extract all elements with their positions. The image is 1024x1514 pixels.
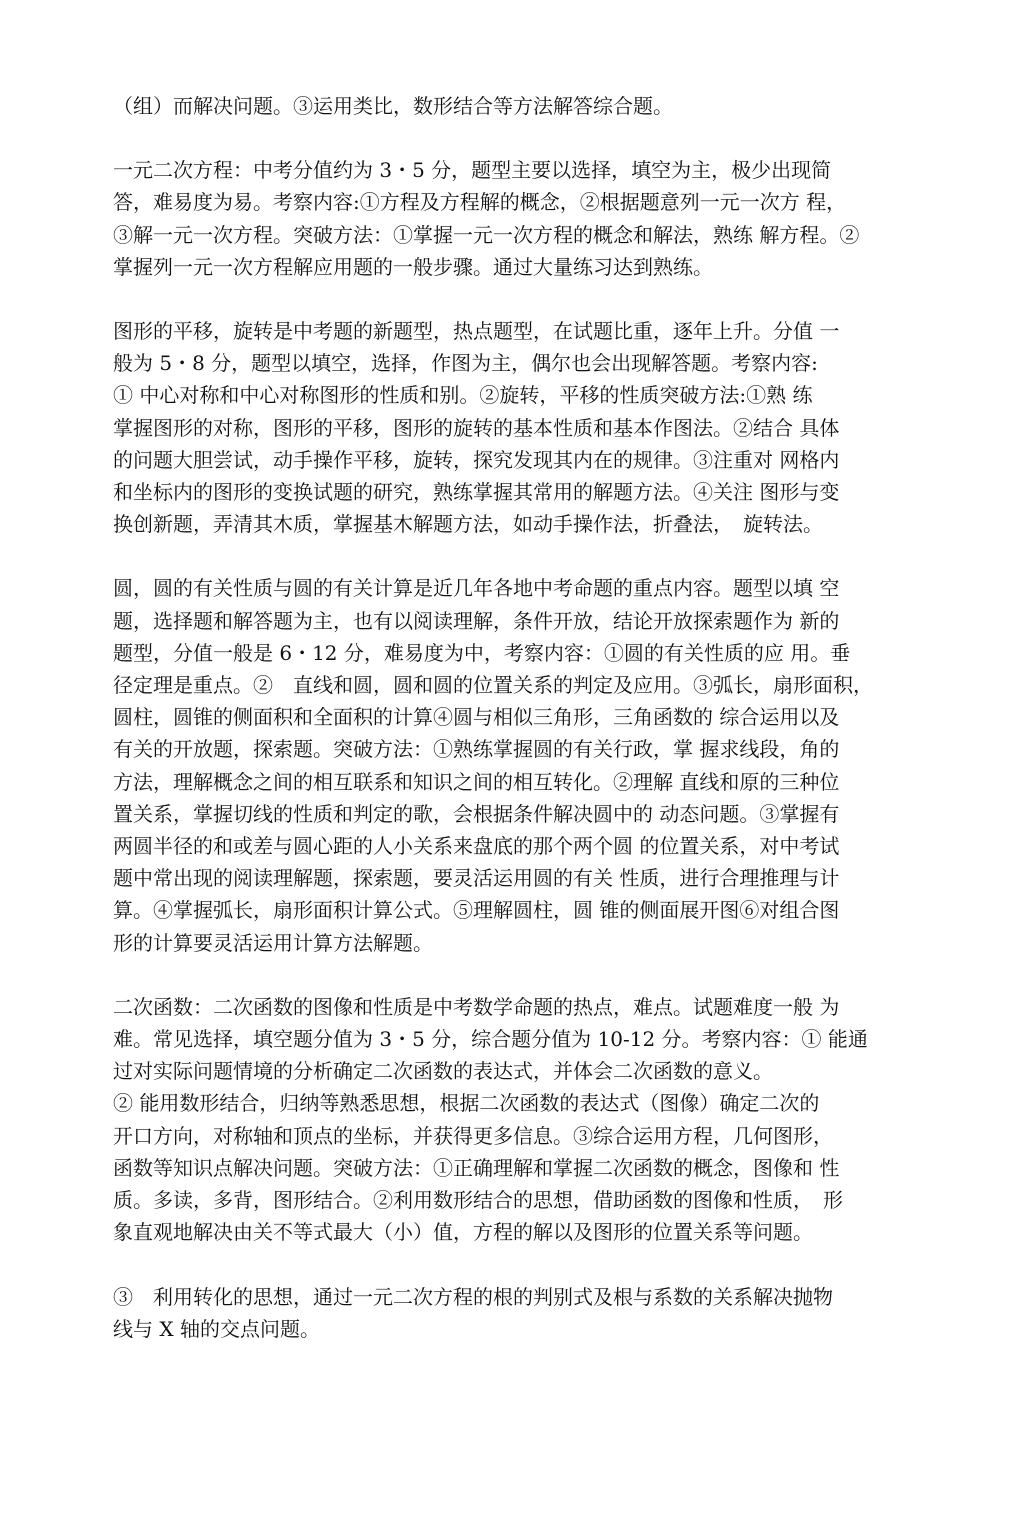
text-line: 有关的开放题，探索题。突破方法：①熟练掌握圆的有关行政，掌 握求线段，角的 [113, 737, 840, 762]
text-line: 题型，分值一般是 6・12 分，难易度为中，考察内容：①圆的有关性质的应 用。垂 [113, 640, 851, 665]
text-line: 换创新题，弄清其木质，掌握基木解题方法，如动手操作法，折叠法， 旋转法。 [113, 512, 823, 537]
text-line: 般为 5・8 分，题型以填空，选择，作图为主，偶尔也会出现解答题。考察内容: [113, 351, 818, 376]
paragraph-circle [113, 572, 913, 958]
text-line: ③ 利用转化的思想，通过一元二次方程的根的判别式及根与系数的关系解决抛物 [113, 1284, 833, 1309]
text-line: 答，难易度为易。考察内容:①方程及方程解的概念，②根据题意列一元一次方 程， [113, 190, 847, 215]
text-line: 难。常见选择，填空题分值为 3・5 分，综合题分值为 10-12 分。考察内容：① 能通 [113, 1027, 868, 1052]
text-line: 的问题大胆尝试，动手操作平移，旋转，探究发现其内在的规律。③注重对 网格内 [113, 447, 840, 472]
text-line: 和坐标内的图形的变换试题的研究，熟练掌握其常用的解题方法。④关注 图形与变 [113, 480, 840, 505]
text-line: 算。④掌握弧长，扇形面积计算公式。⑤理解圆柱，圆 锥的侧面展开图⑥对组合图 [113, 898, 840, 923]
text-line: （组）而解决问题。③运用类比，数形结合等方法解答综合题。 [113, 94, 673, 118]
text-line: 质。多读，多背，图形结合。②利用数形结合的思想，借助函数的图像和性质， 形 [113, 1188, 843, 1213]
text-line: 一元二次方程：中考分值约为 3・5 分，题型主要以选择，填空为主，极少出现简 [113, 158, 832, 183]
text-line: ③解一元一次方程。突破方法：①掌握一元一次方程的概念和解法，熟练 解方程。② [113, 222, 860, 247]
paragraph-parabola-intersection [113, 1281, 913, 1345]
text-line: 二次函数：二次函数的图像和性质是中考数学命题的热点，难点。试题难度一般 为 [113, 994, 840, 1019]
text-line: 方法，理解概念之间的相互联系和知识之间的相互转化。②理解 直线和原的三种位 [113, 769, 840, 794]
text-line: 题中常出现的阅读理解题，探索题，要灵活运用圆的有关 性质，进行合理推理与计 [113, 866, 840, 891]
document-body [113, 90, 913, 1377]
text-line: 两圆半径的和或差与圆心距的人小关系来盘底的那个两个圆 的位置关系，对中考试 [113, 834, 840, 859]
text-line: 线与 X 轴的交点问题。 [113, 1316, 320, 1341]
paragraph-linear-equation [113, 154, 913, 283]
text-line: 开口方向，对称轴和顶点的坐标，并获得更多信息。③综合运用方程，几何图形， [113, 1123, 833, 1148]
text-line: 圆，圆的有关性质与圆的有关计算是近几年各地中考命题的重点内容。题型以填 空 [113, 576, 840, 601]
text-line: 掌握列一元一次方程解应用题的一般步骤。通过大量练习达到熟练。 [113, 254, 713, 279]
text-line: 函数等知识点解决问题。突破方法：①正确理解和掌握二次函数的概念，图像和 性 [113, 1155, 840, 1180]
text-line: ② 能用数形结合，归纳等熟悉思想，根据二次函数的表达式（图像）确定二次的 [113, 1091, 820, 1116]
text-line: 形的计算要灵活运用计算方法解题。 [113, 930, 433, 955]
text-line: 掌握图形的对称，图形的平移，图形的旋转的基本性质和基本作图法。②结合 具体 [113, 415, 840, 440]
text-line: 过对实际问题情境的分析确定二次函数的表达式，并体会二次函数的意义。 [113, 1059, 773, 1084]
text-line: 图形的平移，旋转是中考题的新题型，热点题型，在试题比重，逐年上升。分值 一 [113, 319, 840, 344]
text-line: 圆柱，圆锥的侧面积和全面积的计算④圆与相似三角形，三角函数的 综合运用以及 [113, 705, 840, 730]
paragraph-quadratic-function [113, 991, 913, 1249]
text-line: 题，选择题和解答题为主，也有以阅读理解，条件开放，结论开放探索题作为 新的 [113, 608, 840, 633]
paragraph-translation-rotation [113, 315, 913, 540]
paragraph-intro [113, 90, 913, 122]
text-line: 象直观地解决由关不等式最大（小）值，方程的解以及图形的位置关系等问题。 [113, 1220, 813, 1245]
text-line: 置关系，掌握切线的性质和判定的歌，会根据条件解决圆中的 动态问题。③掌握有 [113, 801, 840, 826]
text-line: ① 中心对称和中心对称图形的性质和别。②旋转，平移的性质突破方法:①熟 练 [113, 383, 813, 408]
text-line: 径定理是重点。② 直线和圆，圆和圆的位置关系的判定及应用。③弧长，扇形面积， [113, 673, 873, 698]
